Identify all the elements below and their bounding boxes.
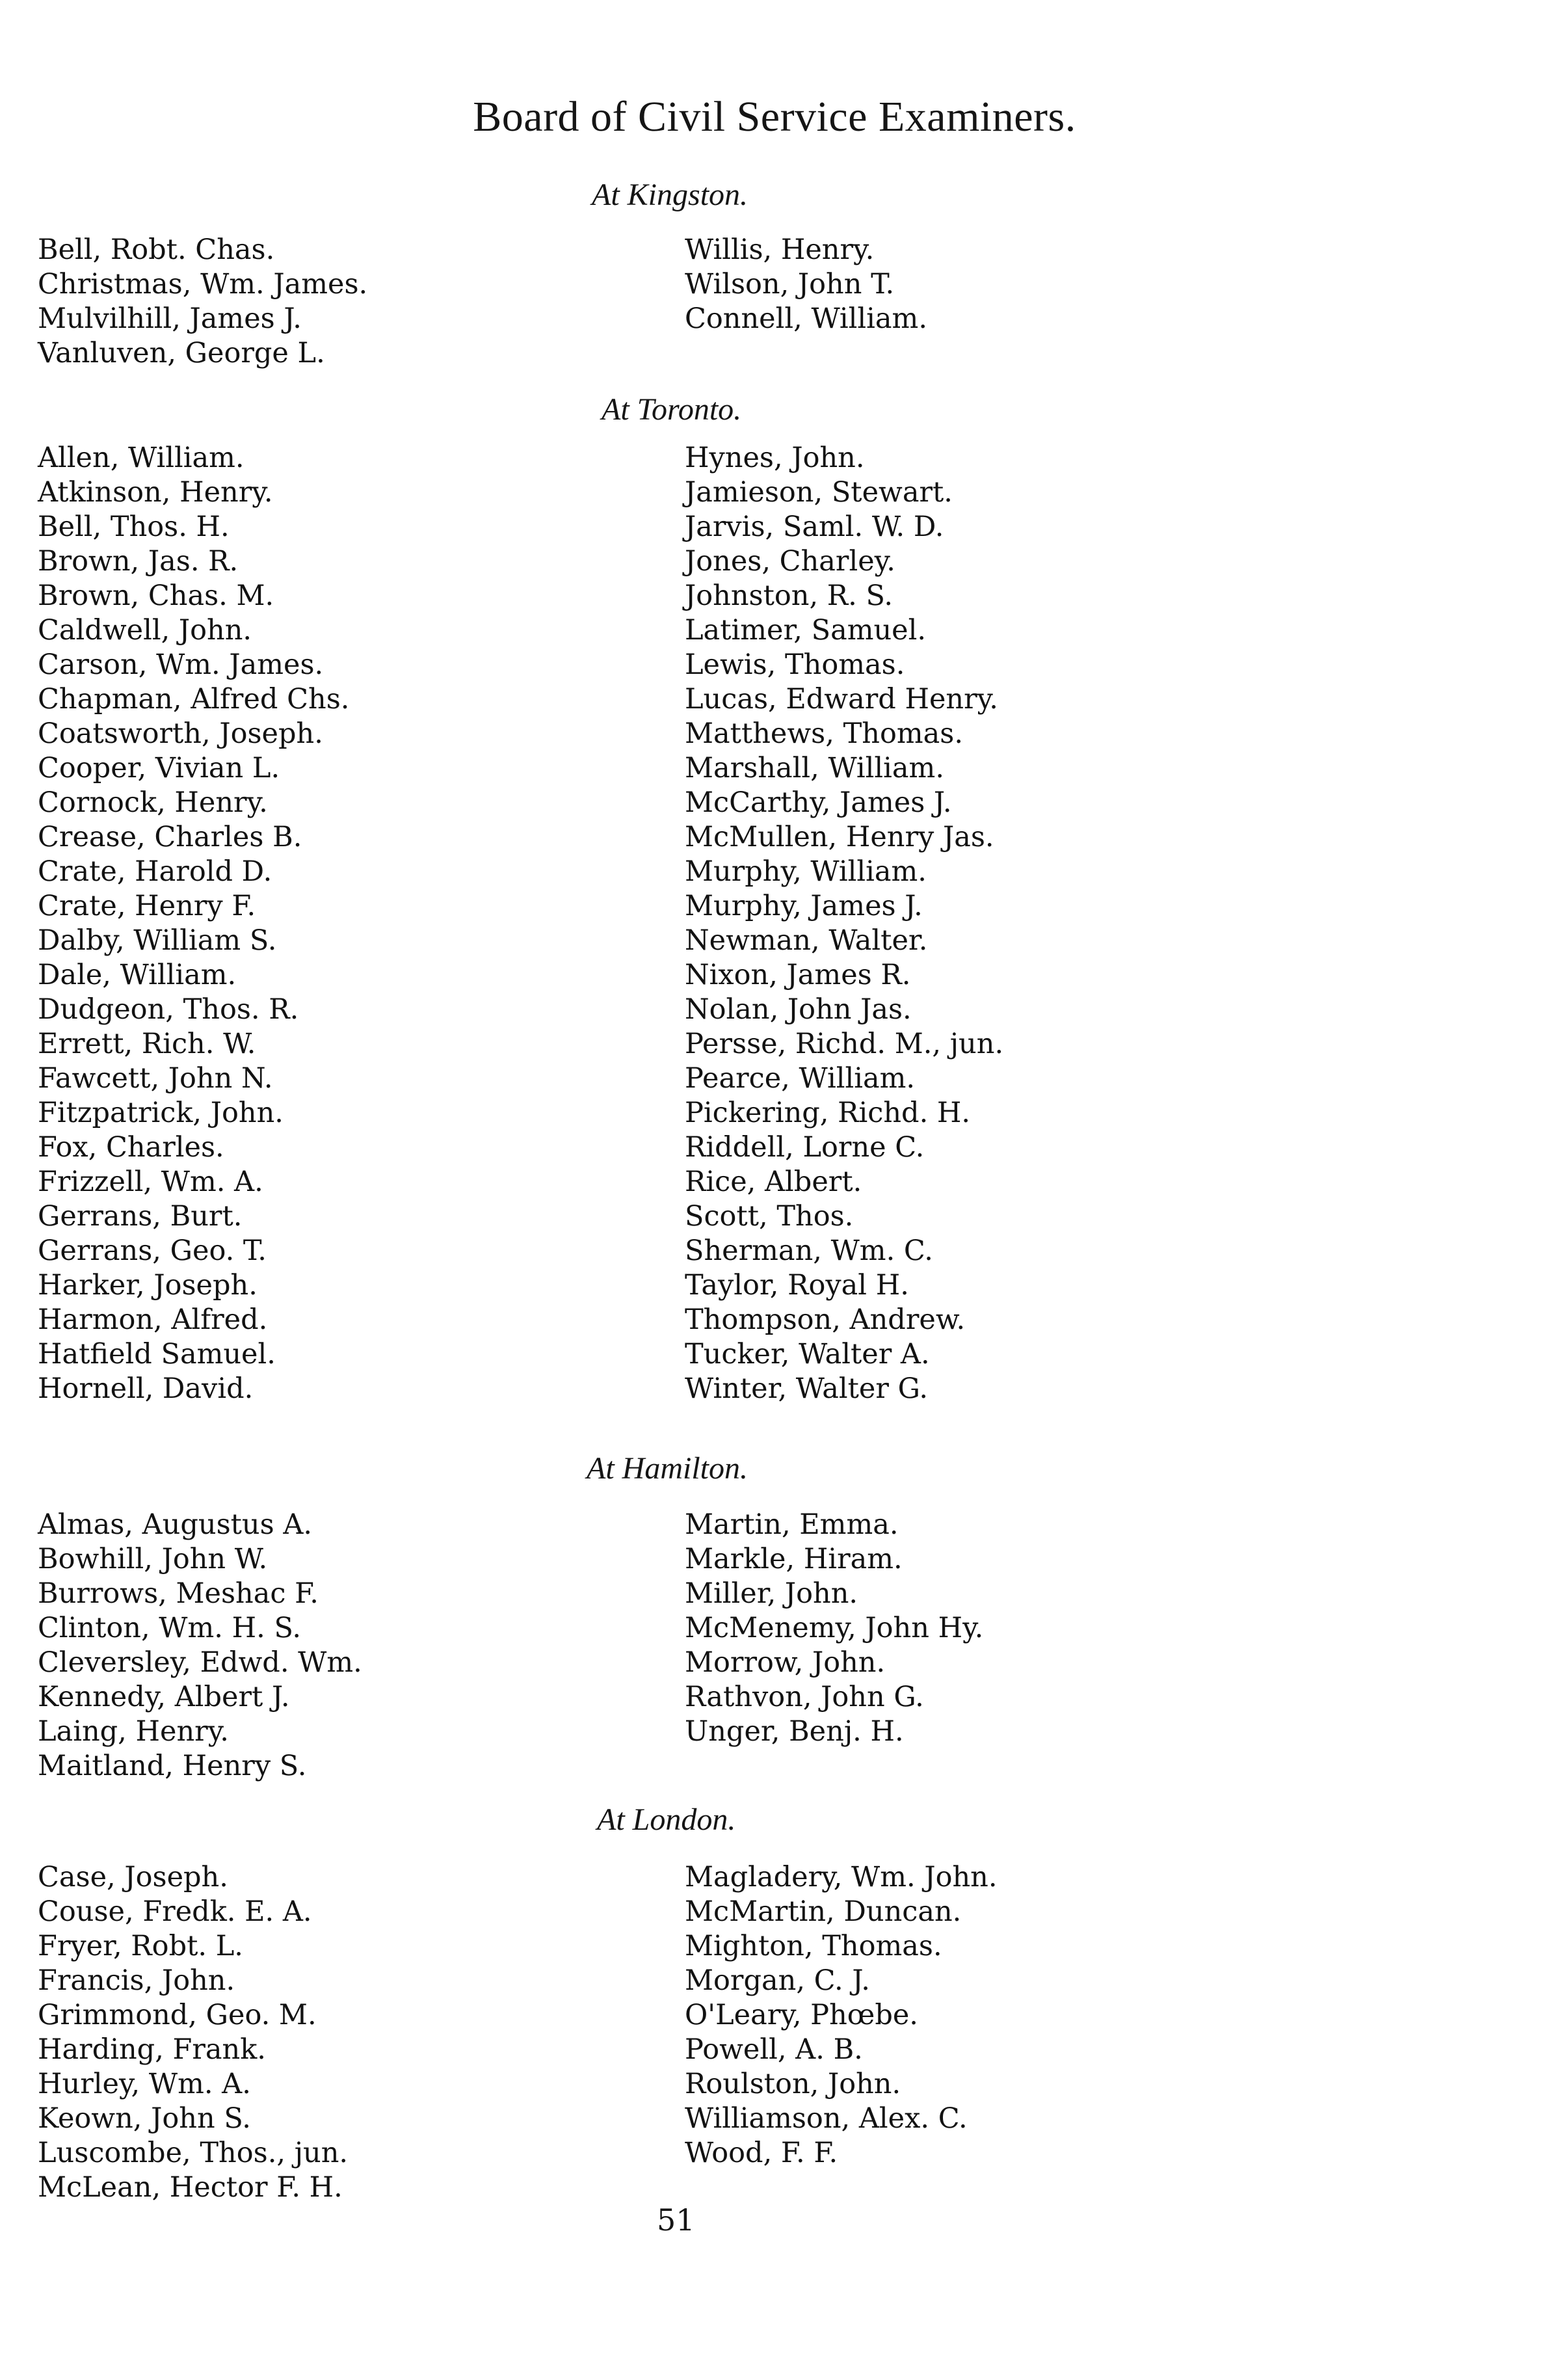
name-entry: Powell, A. B. bbox=[685, 2033, 863, 2066]
name-entry: Miller, John. bbox=[685, 1577, 858, 1610]
name-entry: Mulvilhill, James J. bbox=[38, 302, 302, 335]
name-entry: Fryer, Robt. L. bbox=[38, 1930, 243, 1962]
name-entry: Jones, Charley. bbox=[685, 545, 895, 578]
name-entry: Johnston, R. S. bbox=[685, 580, 894, 612]
name-entry: Lucas, Edward Henry. bbox=[685, 683, 998, 715]
name-entry: Winter, Walter G. bbox=[685, 1372, 929, 1405]
name-entry: Almas, Augustus A. bbox=[38, 1508, 313, 1541]
section-heading-hamilton: At Hamilton. bbox=[587, 1451, 748, 1486]
name-entry: Francis, John. bbox=[38, 1964, 235, 1997]
name-entry: Pearce, William. bbox=[685, 1062, 916, 1095]
name-entry: O'Leary, Phœbe. bbox=[685, 1999, 918, 2031]
name-entry: McLean, Hector F. H. bbox=[38, 2171, 343, 2204]
name-entry: Roulston, John. bbox=[685, 2068, 901, 2100]
name-entry: Laing, Henry. bbox=[38, 1715, 229, 1748]
name-entry: McMenemy, John Hy. bbox=[685, 1612, 984, 1644]
name-entry: Wood, F. F. bbox=[685, 2137, 838, 2169]
name-entry: Bell, Robt. Chas. bbox=[38, 234, 275, 266]
name-entry: Morgan, C. J. bbox=[685, 1964, 870, 1997]
kingston-left-list bbox=[38, 233, 367, 371]
name-entry: Thompson, Andrew. bbox=[685, 1304, 966, 1336]
name-entry: Frizzell, Wm. A. bbox=[38, 1166, 263, 1198]
name-entry: Rice, Albert. bbox=[685, 1166, 862, 1198]
name-entry: Nolan, John Jas. bbox=[685, 993, 912, 1026]
toronto-right-list bbox=[685, 441, 1003, 1406]
name-entry: Gerrans, Burt. bbox=[38, 1200, 243, 1233]
section-heading-london: At London. bbox=[597, 1802, 736, 1837]
name-entry: Morrow, John. bbox=[685, 1646, 886, 1679]
kingston-right-list bbox=[685, 233, 927, 336]
name-entry: Mighton, Thomas. bbox=[685, 1930, 942, 1962]
name-entry: Harmon, Alfred. bbox=[38, 1304, 268, 1336]
name-entry: Lewis, Thomas. bbox=[685, 648, 905, 681]
name-entry: Fox, Charles. bbox=[38, 1131, 224, 1164]
name-entry: Wilson, John T. bbox=[685, 268, 895, 301]
name-entry: Connell, William. bbox=[685, 302, 927, 335]
name-entry: Pickering, Richd. H. bbox=[685, 1097, 971, 1129]
name-entry: Williamson, Alex. C. bbox=[685, 2102, 968, 2135]
name-entry: Unger, Benj. H. bbox=[685, 1715, 904, 1748]
name-entry: Latimer, Samuel. bbox=[685, 614, 927, 647]
name-entry: Willis, Henry. bbox=[685, 234, 875, 266]
name-entry: Hornell, David. bbox=[38, 1372, 254, 1405]
name-entry: Clinton, Wm. H. S. bbox=[38, 1612, 302, 1644]
name-entry: Gerrans, Geo. T. bbox=[38, 1235, 267, 1267]
name-entry: Brown, Chas. M. bbox=[38, 580, 274, 612]
page-number: 51 bbox=[657, 2202, 695, 2238]
name-entry: Burrows, Meshac F. bbox=[38, 1577, 319, 1610]
name-entry: Rathvon, John G. bbox=[685, 1681, 924, 1713]
name-entry: Brown, Jas. R. bbox=[38, 545, 239, 578]
name-entry: Newman, Walter. bbox=[685, 924, 928, 957]
name-entry: Cooper, Vivian L. bbox=[38, 752, 280, 784]
page-title: Board of Civil Service Examiners. bbox=[473, 93, 1076, 140]
name-entry: Jamieson, Stewart. bbox=[685, 476, 953, 509]
name-entry: Crease, Charles B. bbox=[38, 821, 302, 853]
name-entry: Bowhill, John W. bbox=[38, 1543, 268, 1575]
name-entry: Cornock, Henry. bbox=[38, 786, 268, 819]
name-entry: Scott, Thos. bbox=[685, 1200, 854, 1233]
name-entry: Cleversley, Edwd. Wm. bbox=[38, 1646, 362, 1679]
name-entry: Allen, William. bbox=[38, 442, 245, 474]
name-entry: Keown, John S. bbox=[38, 2102, 251, 2135]
name-entry: Dalby, William S. bbox=[38, 924, 277, 957]
name-entry: Coatsworth, Joseph. bbox=[38, 717, 323, 750]
name-entry: Hurley, Wm. A. bbox=[38, 2068, 251, 2100]
name-entry: Vanluven, George L. bbox=[38, 337, 325, 369]
name-entry: Markle, Hiram. bbox=[685, 1543, 903, 1575]
name-entry: Chapman, Alfred Chs. bbox=[38, 683, 350, 715]
name-entry: Dale, William. bbox=[38, 959, 237, 991]
name-entry: Couse, Fredk. E. A. bbox=[38, 1895, 312, 1928]
name-entry: Harding, Frank. bbox=[38, 2033, 266, 2066]
name-entry: Crate, Henry F. bbox=[38, 890, 256, 922]
name-entry: Taylor, Royal H. bbox=[685, 1269, 909, 1302]
hamilton-left-list bbox=[38, 1508, 362, 1784]
name-entry: Caldwell, John. bbox=[38, 614, 252, 647]
name-entry: Christmas, Wm. James. bbox=[38, 268, 368, 301]
name-entry: Harker, Joseph. bbox=[38, 1269, 258, 1302]
name-entry: Case, Joseph. bbox=[38, 1861, 228, 1893]
name-entry: Sherman, Wm. C. bbox=[685, 1235, 933, 1267]
name-entry: Kennedy, Albert J. bbox=[38, 1681, 290, 1713]
name-entry: Marshall, William. bbox=[685, 752, 944, 784]
name-entry: McMartin, Duncan. bbox=[685, 1895, 962, 1928]
name-entry: Magladery, Wm. John. bbox=[685, 1861, 998, 1893]
name-entry: Nixon, James R. bbox=[685, 959, 911, 991]
name-entry: Murphy, William. bbox=[685, 855, 927, 888]
name-entry: McMullen, Henry Jas. bbox=[685, 821, 994, 853]
name-entry: Dudgeon, Thos. R. bbox=[38, 993, 299, 1026]
name-entry: Tucker, Walter A. bbox=[685, 1338, 930, 1371]
london-left-list bbox=[38, 1860, 348, 2205]
name-entry: Hatfield Samuel. bbox=[38, 1338, 276, 1371]
name-entry: Fawcett, John N. bbox=[38, 1062, 273, 1095]
section-heading-kingston: At Kingston. bbox=[592, 178, 748, 212]
name-entry: Grimmond, Geo. M. bbox=[38, 1999, 317, 2031]
london-right-list bbox=[685, 1860, 998, 2171]
name-entry: McCarthy, James J. bbox=[685, 786, 952, 819]
name-entry: Riddell, Lorne C. bbox=[685, 1131, 925, 1164]
toronto-left-list bbox=[38, 441, 349, 1406]
hamilton-right-list bbox=[685, 1508, 983, 1749]
name-entry: Carson, Wm. James. bbox=[38, 648, 324, 681]
name-entry: Matthews, Thomas. bbox=[685, 717, 963, 750]
name-entry: Crate, Harold D. bbox=[38, 855, 272, 888]
name-entry: Luscombe, Thos., jun. bbox=[38, 2137, 349, 2169]
name-entry: Persse, Richd. M., jun. bbox=[685, 1028, 1004, 1060]
name-entry: Jarvis, Saml. W. D. bbox=[685, 511, 944, 543]
name-entry: Hynes, John. bbox=[685, 442, 865, 474]
name-entry: Bell, Thos. H. bbox=[38, 511, 230, 543]
name-entry: Maitland, Henry S. bbox=[38, 1750, 307, 1782]
name-entry: Martin, Emma. bbox=[685, 1508, 899, 1541]
section-heading-toronto: At Toronto. bbox=[602, 392, 742, 427]
name-entry: Errett, Rich. W. bbox=[38, 1028, 256, 1060]
name-entry: Fitzpatrick, John. bbox=[38, 1097, 284, 1129]
name-entry: Atkinson, Henry. bbox=[38, 476, 273, 509]
name-entry: Murphy, James J. bbox=[685, 890, 923, 922]
